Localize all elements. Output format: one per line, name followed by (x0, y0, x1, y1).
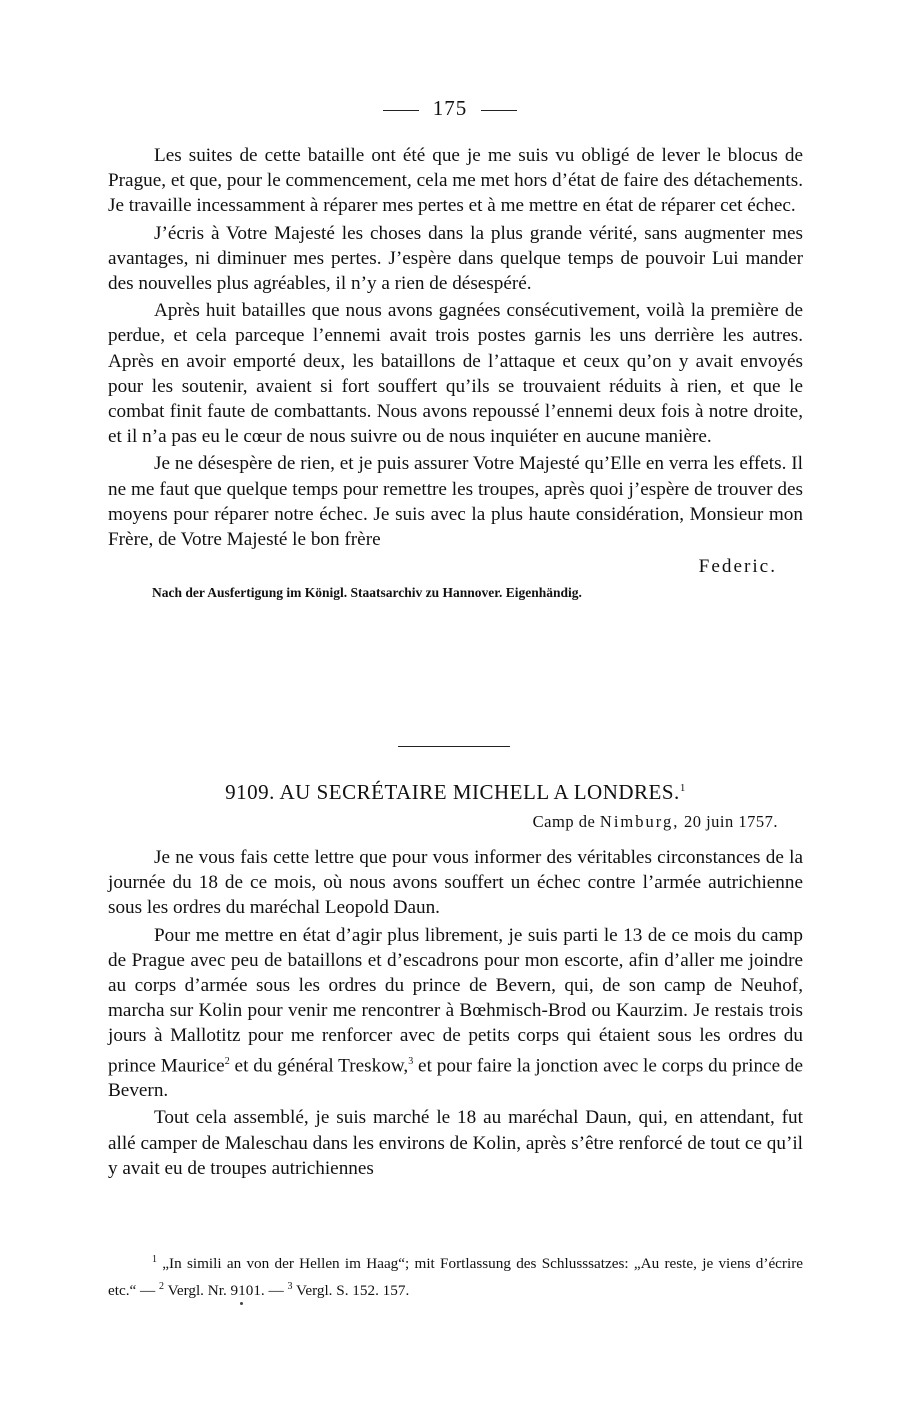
letter-2-body (108, 845, 803, 1183)
dateline-place: Nimburg, (599, 812, 680, 831)
page-header (0, 96, 900, 121)
section-divider (398, 746, 510, 747)
dateline-prefix: Camp de (532, 812, 596, 831)
footnote-mark: 3 (408, 1055, 414, 1067)
letter-number: 9109. (225, 780, 275, 804)
dateline (533, 812, 778, 832)
footnote-mark: 1 (152, 1254, 157, 1265)
paragraph: Je ne vous fais cette lettre que pour vous informer des véritables circonstances de la journée du 18 de ce mois, où nous avons souffert un échec contre l’armée autrichienne sous les ordres du maréchal Leopold Daun. (108, 847, 803, 919)
paragraph: J’écris à Votre Majesté les choses dans la plus grande vérité, sans augmenter mes avantages, ni diminuer mes pertes. J’espère dans quelque temps de pouvoir Lui mander des nouvelles plus agréables, il n’y a rien de désespéré. (108, 222, 803, 295)
signature: Federic. (698, 556, 777, 578)
letter-title: AU SECRÉTAIRE MICHELL A LONDRES. (279, 780, 680, 804)
source-note: Nach der Ausfertigung im Königl. Staatsarchiv zu Hannover. Eigenhändig. (152, 585, 582, 601)
dateline-date: 20 juin 1757. (683, 812, 778, 831)
header-rule-left (383, 110, 419, 111)
footnote-mark: 2 (224, 1055, 230, 1067)
paragraph: Tout cela assemblé, je suis marché le 18 au maréchal Daun, qui, en attendant, fut allé camper de Maleschau dans les environs de Kolin, après s’être renforcé de tout ce qu’il y avait eu de troupes autrichiennes (108, 1107, 803, 1179)
header-rule-right (481, 110, 517, 111)
footnote-mark: 2 (159, 1281, 165, 1293)
footnote-mark: 1 (679, 782, 686, 794)
paragraph: Je ne désespère de rien, et je puis assurer Votre Majesté qu’Elle en verra les effets. Il ne me faut que quelque temps pour remettre les troupes, après quoi j’espère de trouver des moyens pour réparer notre échec. Je suis avec la plus haute considération, Monsieur mon Frère, de Votre Majesté le bon frère (108, 453, 803, 551)
ink-speck (240, 1302, 243, 1305)
paragraph: Après huit batailles que nous avons gagnées consécutivement, voilà la première de perdue, et cela parceque l’ennemi avait trois postes garnis les uns derrière les autres. Après en avoir emporté deux, les bataillons de l’attaque et ceux qu’on y avait envoyés pour les soutenir, avaient si fort souffert qu’ils se trouvaient réduits à rien, et que le combat finit faute de combattants. Nous avons repoussé l’ennemi deux fois à notre droite, et il n’a pas eu le cœur de nous suivre ou de nous inquiéter en aucune manière. (108, 300, 803, 448)
page-number: 175 (432, 96, 468, 120)
paragraph (108, 923, 803, 1104)
footnotes (108, 1248, 803, 1302)
paragraph-text: et pour faire la jonction avec le corps du prince de Bevern. (108, 1055, 804, 1102)
paragraph-text: Pour me mettre en état d’agir plus librement, je suis parti le 13 de ce mois du camp de Prague avec peu de bataillons et d’escadrons pour mon escorte, afin d’aller me joindre au corps d’armée sous les ordres du prince de Bevern, qui, de son camp de Neuhof, marcha sur Kolin pour venir me rencontrer à Bœhmisch-Brod ou Kaurzim. Je restais trois jours à Mallotitz pour me renforcer avec de petits corps qui étaient sous les ordres du prince Maurice (108, 924, 803, 1077)
paragraph-text: et du général Treskow, (234, 1055, 409, 1077)
letter-1-body (108, 143, 803, 603)
footnote-text: Vergl. S. 152. 157. (296, 1282, 410, 1300)
paragraph: Les suites de cette bataille ont été que je me suis vu obligé de lever le blocus de Prague, et que, pour le commencement, cela me met hors d’état de faire des détachements. Je travaille incessamment à réparer mes pertes et à me mettre en état de réparer cet échec. (108, 145, 803, 217)
footnote (108, 1248, 803, 1302)
footnote-mark: 3 (287, 1281, 293, 1293)
letter-2-heading (108, 774, 803, 806)
footnote-text: Vergl. Nr. 9101. — (167, 1282, 284, 1300)
footnote-text: „In simili an von der Hellen im Haag“; mit Fortlassung des Schlusssatzes: „Au reste, je viens d’écrire etc.“ — (108, 1255, 804, 1300)
